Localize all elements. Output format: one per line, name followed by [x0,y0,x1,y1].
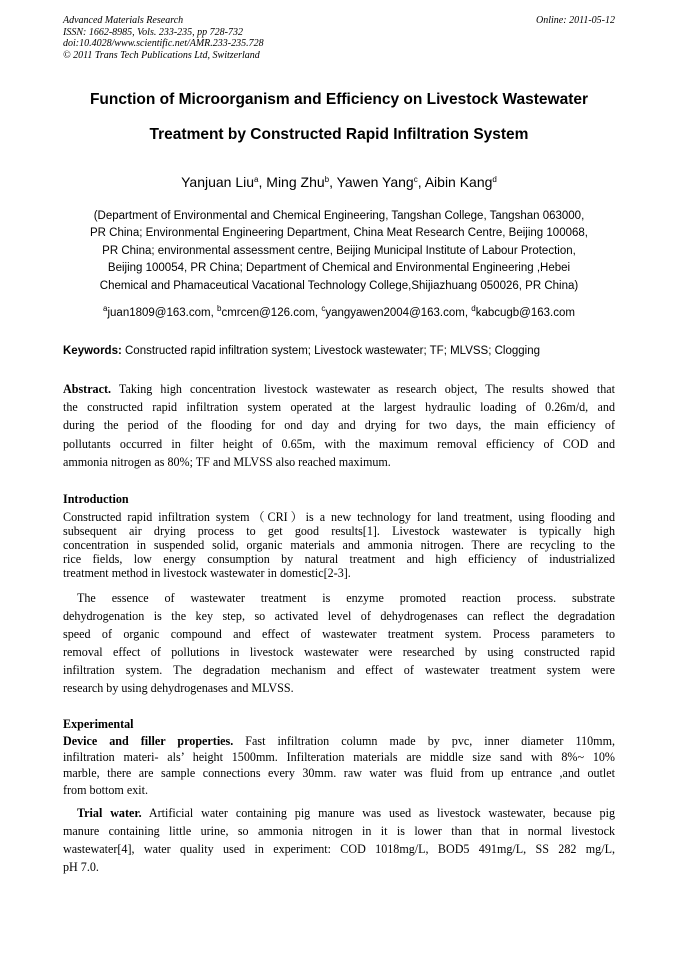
copyright-line: © 2011 Trans Tech Publications Ltd, Switzerland [63,49,260,61]
keywords [63,343,623,359]
keywords-label: Keywords: [63,345,122,357]
email[interactable]: $^c$yangyawen2004@163.com, [321,304,472,319]
section-heading-introduction: Introduction [63,492,129,506]
trial-water-paragraph: Trial water. Artificial water containing pig manure was used as livestock wastewater, because pig manure containing little urine, so ammonia nitrogen in it is lower than that in normal livestock wastewater[4], water quality used in experiment: COD 1018mg/L, BOD5 491mg/L, SS 282 mg/L, pH 7.0. [63,806,615,874]
affiliation-line: PR China; Environmental Engineering Department, China Meat Research Centre, Beijing 100068, [90,227,588,240]
author-emails [40,305,638,321]
author: Aibin Kang$^d$ [424,174,497,190]
section-heading-experimental: Experimental [63,717,134,731]
affiliation-line: (Department of Environmental and Chemical Engineering, Tangshan College, Tangshan 063000, [93,210,585,222]
journal-header [63,15,264,61]
trial-label: Trial water. [77,806,142,820]
affiliation-line: Beijing 100054, PR China; Department of Chemical and Environmental Engineering ,Hebei [107,262,571,275]
author-list [40,173,638,191]
journal-name: Advanced Materials Research [63,15,184,26]
device-label: Device and filler properties. [63,734,234,748]
issn-line: ISSN: 1662-8985, Vols. 233-235, pp 728-732 [63,26,243,38]
introduction-paragraph-2: The essence of wastewater treatment is enzyme promoted reaction process. substrate dehydrogenation is the key step, so activated level of dehydrogenases can reflect the degradation speed of organic compound and effect of wastewater treatment system. Process parameters to removal effect of pollutions in livestock wastewater were researched by using constructed rapid infiltration system. The degradation mechanism and effect of wastewater treatment system were research by using dehydrogenases and MLVSS. [63,591,615,695]
keywords-text: Constructed rapid infiltration system; Livestock wastewater; TF; MLVSS; Clogging [121,345,541,357]
online-date: Online: 2011-05-12 [536,15,615,26]
author: Yanjuan Liu$^a$, [181,174,267,190]
author: Yawen Yang$^c$, [336,174,425,190]
introduction-paragraph-1: Constructed rapid infiltration system（CRI）is a new technology for land treatment, using flooding and subsequent air drying process to get good results[1]. Livestock wastewater is typically high concentration in suspended solid, organic materials and ammonia nitrogen. There are recycling to the rice fields, low energy consumption by natural treatment and high efficiency of industrialized treatment method in livestock wastewater in domestic[2-3]. [63,510,615,580]
email[interactable]: $^d$kabcugb@163.com [471,304,575,319]
affiliation-line: Chemical and Phamaceutical Vacational Technology College,Shijiazhuang 050026, PR China) [99,279,579,292]
email[interactable]: $^b$cmrcen@126.com, [216,304,322,319]
paper-title-line-2: Treatment by Constructed Rapid Infiltration System [149,126,529,143]
abstract: Abstract. Taking high concentration livestock wastewater as research object, The results showed that the constructed rapid infiltration system operated at the largest hydraulic loading of 0.26m/d, and during the period of the flooding for ond day and drying for two days, the main efficiency of pollutants occurred in filter height of 0.65m, with the maximum removal efficiency of COD and ammonia nitrogen as 80%; TF and MLVSS also reached maximum. [63,382,615,469]
affiliations [50,208,628,295]
abstract-label: Abstract. [63,382,112,396]
affiliation-line: PR China; environmental assessment centre, Beijing Municipal Institute of Labour Protection, [102,244,576,257]
author: Ming Zhu$^b$, [266,174,337,190]
email[interactable]: $^a$juan1809@163.com, [103,304,217,319]
paper-title-line-1: Function of Microorganism and Efficiency on Livestock Wastewater [89,91,589,108]
device-paragraph: Device and filler properties. Fast infiltration column made by pvc, inner diameter 110mm, infiltration materi- als’ height 1500mm. Infilteration materials are middle size sand with 8%~ 10% marble, there are sample connections every 30mm. raw water was fluid from up entrance ,and outlet from bottom exit. [63,734,615,797]
doi-line[interactable]: doi:10.4028/www.scientific.net/AMR.233-235.728 [63,38,264,49]
